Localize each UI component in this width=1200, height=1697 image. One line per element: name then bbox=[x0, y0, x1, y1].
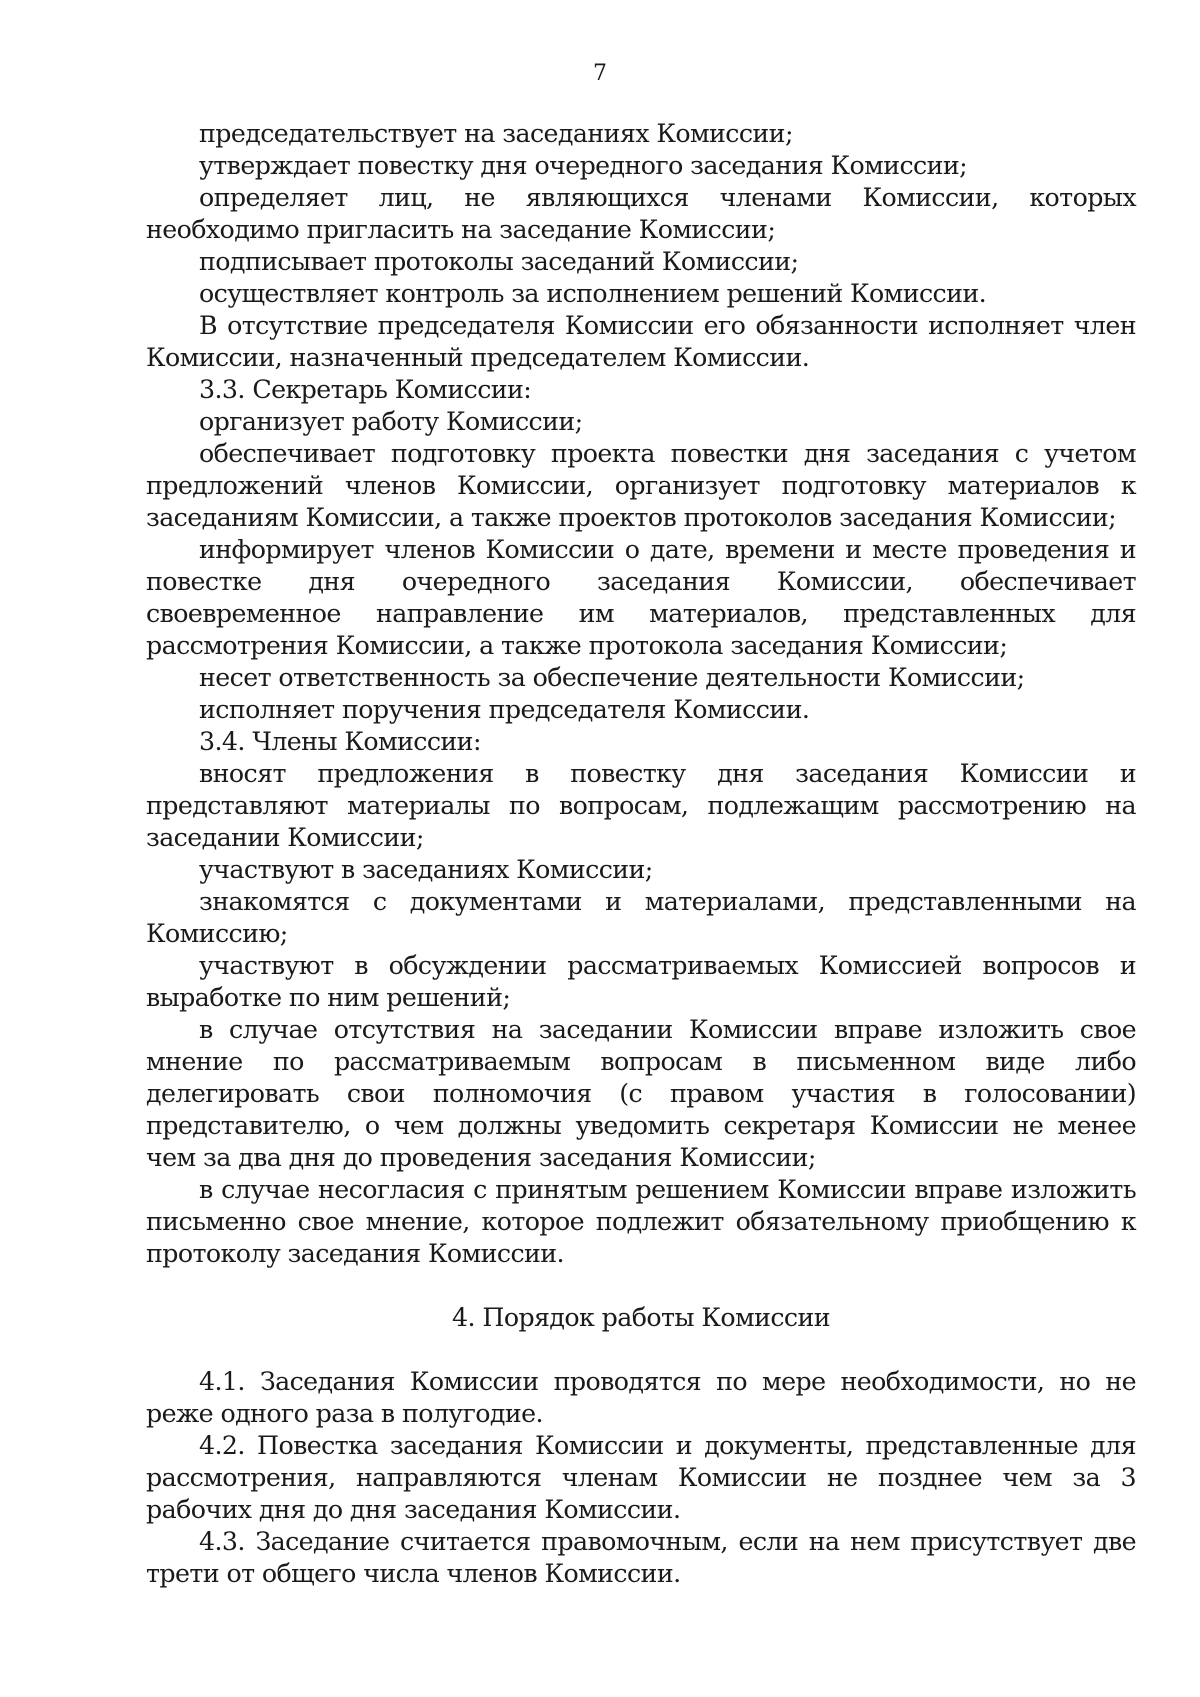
paragraph: исполняет поручения председателя Комиссии. bbox=[199, 695, 810, 724]
paragraph: осуществляет контроль за исполнением решений Комиссии. bbox=[199, 279, 987, 308]
paragraph: 4.1. Заседания Комиссии проводятся по мере необходимости, но не реже одного раза в полугодие. bbox=[146, 1367, 1136, 1428]
paragraph: информирует членов Комиссии о дате, времени и месте проведения и повестке дня очередного заседания Комиссии, обеспечивает своевременное направление им материалов, представленных для рассмотрения Комиссии, а также протокола заседания Комиссии; bbox=[146, 535, 1136, 660]
paragraph: знакомятся с документами и материалами, представленными на Комиссию; bbox=[146, 887, 1136, 948]
paragraph: в случае несогласия с принятым решением Комиссии вправе изложить письменно свое мнение, которое подлежит обязательному приобщению к протоколу заседания Комиссии. bbox=[146, 1175, 1136, 1268]
paragraph: 3.4. Члены Комиссии: bbox=[199, 727, 481, 756]
paragraph: вносят предложения в повестку дня заседания Комиссии и представляют материалы по вопросам, подлежащим рассмотрению на заседании Комиссии; bbox=[146, 759, 1136, 852]
paragraph: подписывает протоколы заседаний Комиссии; bbox=[199, 247, 799, 276]
paragraph: председательствует на заседаниях Комиссии; bbox=[199, 119, 793, 148]
paragraph: 3.3. Секретарь Комиссии: bbox=[199, 375, 532, 404]
paragraph: несет ответственность за обеспечение деятельности Комиссии; bbox=[199, 663, 1025, 692]
paragraph: 4.2. Повестка заседания Комиссии и документы, представленные для рассмотрения, направляются членам Комиссии не позднее чем за 3 рабочих дня до дня заседания Комиссии. bbox=[146, 1431, 1136, 1524]
paragraph: участвуют в заседаниях Комиссии; bbox=[199, 855, 653, 884]
paragraph: 4.3. Заседание считается правомочным, если на нем присутствует две трети от общего числа членов Комиссии. bbox=[146, 1527, 1136, 1588]
paragraph: участвуют в обсуждении рассматриваемых Комиссией вопросов и выработке по ним решений; bbox=[146, 951, 1136, 1012]
paragraph: в случае отсутствия на заседании Комиссии вправе изложить свое мнение по рассматриваемым вопросам в письменном виде либо делегировать свои полномочия (с правом участия в голосовании) представителю, о чем должны уведомить секретаря Комиссии не менее чем за два дня до проведения заседания Комиссии; bbox=[146, 1015, 1136, 1172]
paragraph: организует работу Комиссии; bbox=[199, 407, 583, 436]
paragraph: обеспечивает подготовку проекта повестки дня заседания с учетом предложений членов Комиссии, организует подготовку материалов к заседаниям Комиссии, а также проектов протоколов заседания Комиссии; bbox=[146, 439, 1136, 532]
document-body bbox=[146, 118, 1136, 1590]
section-heading: 4. Порядок работы Комиссии bbox=[452, 1303, 830, 1332]
paragraph: В отсутствие председателя Комиссии его обязанности исполняет член Комиссии, назначенный председателем Комиссии. bbox=[146, 311, 1136, 372]
paragraph: определяет лиц, не являющихся членами Комиссии, которых необходимо пригласить на заседание Комиссии; bbox=[146, 183, 1136, 244]
paragraph: утверждает повестку дня очередного заседания Комиссии; bbox=[199, 151, 968, 180]
page-number: 7 bbox=[593, 61, 607, 86]
